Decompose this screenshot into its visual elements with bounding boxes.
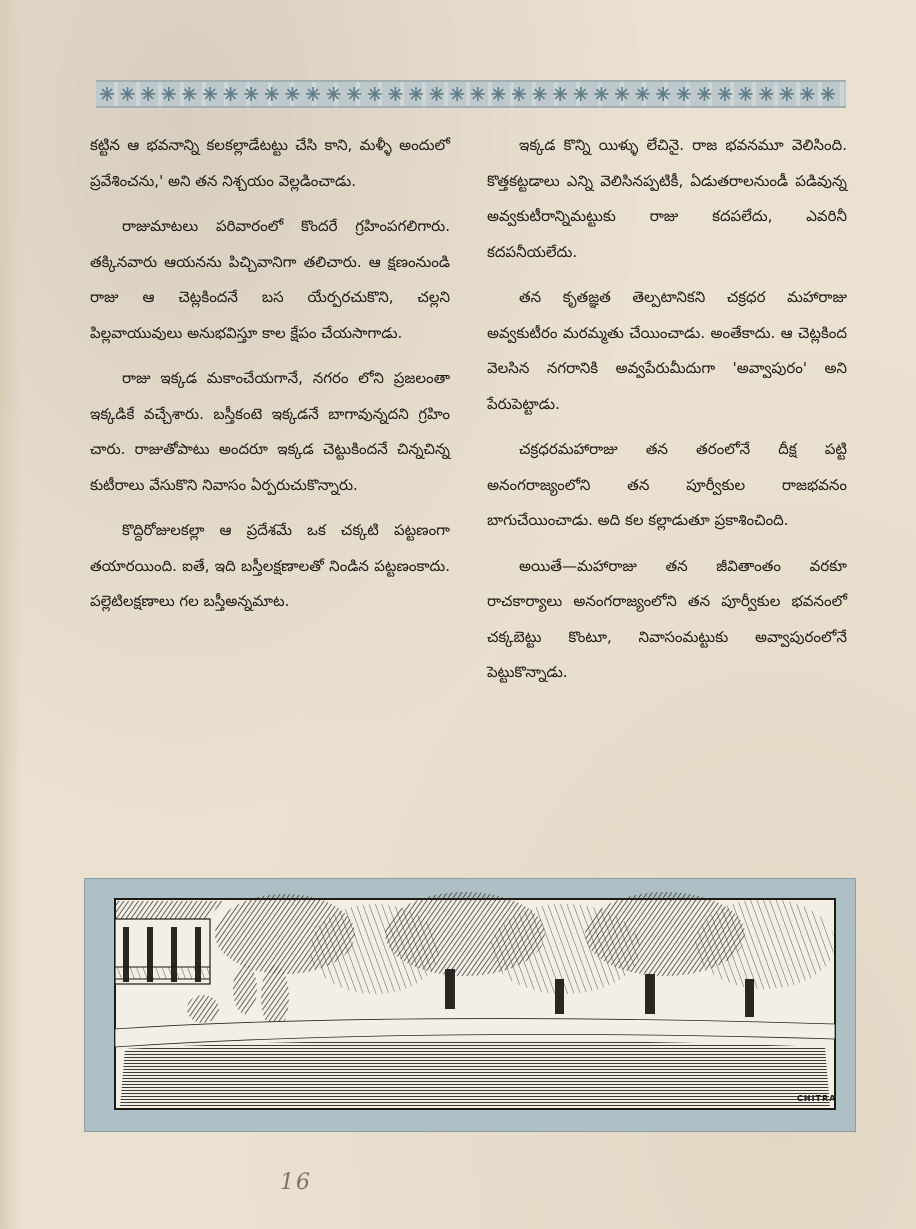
star-ornament-icon xyxy=(306,87,320,101)
star-ornament-icon xyxy=(471,87,485,101)
star-ornament-icon xyxy=(636,87,650,101)
right-text-column xyxy=(487,128,847,701)
star-ornament-icon xyxy=(121,87,135,101)
decorative-border xyxy=(96,80,846,108)
star-ornament-icon xyxy=(265,87,279,101)
star-ornament-icon xyxy=(203,87,217,101)
star-ornament-icon xyxy=(677,87,691,101)
page-edge-shadow xyxy=(0,0,22,1229)
shrub xyxy=(233,964,257,1014)
pavilion-drawing xyxy=(115,901,225,984)
star-ornament-icon xyxy=(800,87,814,101)
page-number: 16 xyxy=(280,1170,312,1195)
star-ornament-icon xyxy=(615,87,629,101)
star-ornament-icon xyxy=(182,87,196,101)
star-ornament-icon xyxy=(780,87,794,101)
border-ornament xyxy=(96,82,846,106)
star-ornament-icon xyxy=(224,87,238,101)
star-ornament-icon xyxy=(100,87,114,101)
star-ornament-icon xyxy=(718,87,732,101)
star-ornament-icon xyxy=(574,87,588,101)
paragraph: ఇక్కడ కొన్ని యిళ్ళు లేచినై. రాజ భవనమూ వెలిసింది. కొత్తకట్టడాలు ఎన్ని వెలిసినప్పటికీ, ఏడుతరాలనుండీ పడివున్న అవ్వకుటీరాన్నిమట్టుకు రాజు కదపలేదు, ఎవరినీ కదపనీయలేదు. xyxy=(487,136,847,261)
star-ornament-icon xyxy=(327,87,341,101)
star-ornament-icon xyxy=(450,87,464,101)
star-ornament-icon xyxy=(821,87,835,101)
paragraph: రాజుమాటలు పరివారంలో కొందరే గ్రహింపగలిగారు. తక్కినవారు ఆయనను పిచ్చివానిగా తలిచారు. ఆ క్షణంనుండి రాజు ఆ చెట్లకిందనే బస యేర్పరచుకొని, చల్లని పిల్లవాయువులు అనుభవిస్తూ కాల క్షేపం చేయసాగాడు. xyxy=(90,217,450,342)
star-ornament-icon xyxy=(759,87,773,101)
pond-drawing xyxy=(120,1040,830,1107)
star-ornament-icon xyxy=(430,87,444,101)
paragraph: చక్రధరమహారాజు తన తరంలోనే దీక్ష పట్టి అనంగరాజ్యంలోని తన పూర్వీకుల రాజభవనం బాగుచేయించాడు. అది కల కల్లాడుతూ ప్రకాశించింది. xyxy=(487,440,847,529)
left-text-column xyxy=(90,128,450,630)
paragraph: అయితే—మహారాజు తన జీవితాంతం వరకూ రాచకార్యాలు అనంగరాజ్యంలోని తన పూర్వీకుల భవనంలో చక్కబెట్టు కొంటూ, నివాసంమట్టుకు అవ్వాపురంలోనే పెట్టుకొన్నాడు. xyxy=(487,556,847,681)
star-ornament-icon xyxy=(285,87,299,101)
paragraph: తన కృతజ్ఞత తెల్పటానికని చక్రధర మహారాజు అవ్వకుటీరం మరమ్మతు చేయించాడు. అంతేకాదు. ఆ చెట్లకింద వెలసిన నగరానికి అవ్వపేరుమీదుగా 'అవ్వాపురం' అని పేరుపెట్టాడు. xyxy=(487,288,847,413)
shrub xyxy=(261,965,289,1029)
star-ornament-icon xyxy=(388,87,402,101)
star-ornament-icon xyxy=(244,87,258,101)
paragraph: కట్టిన ఆ భవనాన్ని కలకల్లాడేటట్టు చేసి కాని, మళ్ళీ అందులో ప్రవేశించను,' అని తన నిశ్చయం వెల్లడించాడు. xyxy=(90,136,450,190)
star-ornament-icon xyxy=(533,87,547,101)
star-ornament-icon xyxy=(141,87,155,101)
star-ornament-icon xyxy=(368,87,382,101)
star-ornament-icon xyxy=(347,87,361,101)
star-ornament-icon xyxy=(553,87,567,101)
star-ornament-icon xyxy=(162,87,176,101)
shrub xyxy=(187,995,219,1023)
star-ornament-icon xyxy=(739,87,753,101)
star-ornament-icon xyxy=(512,87,526,101)
star-ornament-icon xyxy=(594,87,608,101)
paragraph: కొద్దిరోజులకల్లా ఆ ప్రదేశమే ఒక చక్కటి పట్టణంగా తయారయింది. ఐతే, ఇది బస్తీలక్షణాలతో నిండిన పట్టణంకాదు. పల్లెటిలక్షణాలు గల బస్తీఅన్నమాట. xyxy=(90,521,450,610)
garden-illustration xyxy=(84,878,856,1132)
paragraph: రాజు ఇక్కడ మకాంచేయగానే, నగరం లోని ప్రజలంతా ఇక్కడికే వచ్చేశారు. బస్తీకంటె ఇక్కడనే బాగావున్నదని గ్రహిం చారు. రాజుతోపాటు అందరూ ఇక్కడ చెట్టుకిందనే చిన్నచిన్న కుటీరాలు వేసుకొని నివాసం ఏర్పరుచుకొన్నారు. xyxy=(90,369,450,494)
illustration-drawing xyxy=(85,879,855,1131)
artist-signature: CHITRA xyxy=(797,1094,837,1103)
star-ornament-icon xyxy=(697,87,711,101)
star-ornament-icon xyxy=(491,87,505,101)
star-ornament-icon xyxy=(409,87,423,101)
star-ornament-icon xyxy=(656,87,670,101)
